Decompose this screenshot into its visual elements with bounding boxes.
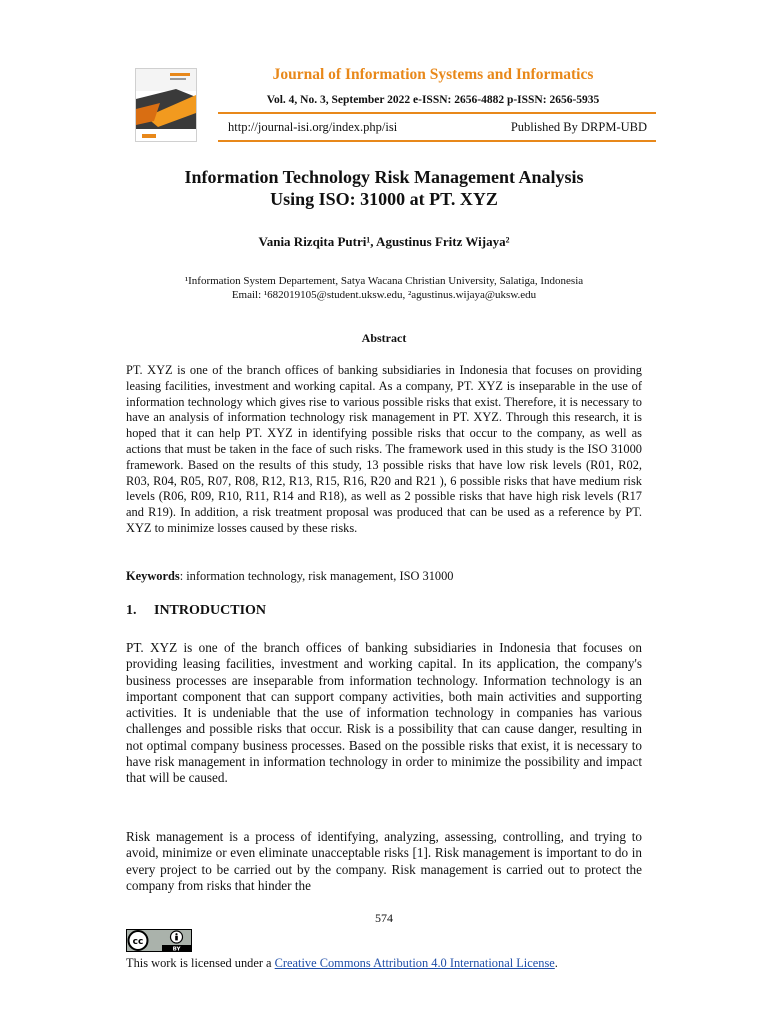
author-list: Vania Rizqita Putri¹, Agustinus Fritz Wijaya² — [258, 234, 510, 249]
license-link[interactable]: Creative Commons Attribution 4.0 International License — [274, 956, 555, 970]
svg-text:BY: BY — [172, 946, 181, 952]
intro-paragraph-1: PT. XYZ is one of the branch offices of banking subsidiaries in Indonesia that focuses on providing leasing facilities, investment and working capital. In its application, the company's business processes are inseparable from information technology. Information technology is an important component that can support company activities, both main activities and supporting activities. It is undeniable that the use of information technology in companies has various challenges and possible risks that occur. Risk is a possibility that can cause danger, resulting in not optimal company business processes. Based on the possible risks that exist, it is necessary to have risk management in information technology in order to minimize the possibility and impact that will be caused. — [126, 640, 642, 786]
affiliation-block — [100, 274, 668, 302]
journal-cover-icon — [135, 68, 197, 142]
journal-title: Journal of Information Systems and Informatics — [272, 66, 594, 83]
author-emails: Email: ¹682019105@student.uksw.edu, ²agustinus.wijaya@uksw.edu — [231, 289, 537, 301]
abstract-heading: Abstract — [361, 331, 407, 345]
journal-volume-issn: Vol. 4, No. 3, September 2022 e-ISSN: 2656-4882 p-ISSN: 2656-5935 — [266, 94, 600, 106]
svg-text:cc: cc — [132, 937, 144, 947]
keywords-list: : information technology, risk management, ISO 31000 — [179, 569, 454, 583]
keywords-label: Keywords — [126, 569, 180, 583]
section-number: 1. — [126, 603, 137, 618]
page-number: 574 — [375, 911, 393, 925]
intro-paragraph-2: Risk management is a process of identifying, analyzing, assessing, controlling, and trying to avoid, minimize or even eliminate unacceptable risks [1]. Risk management is important to do in every project to be carried out by the company. Risk management is carried out to protect the company from risks that hinder the — [126, 829, 642, 893]
header-divider-top — [218, 112, 656, 114]
section-title: INTRODUCTION — [154, 603, 267, 618]
cc-by-badge-icon[interactable] — [126, 929, 192, 952]
license-prefix: This work is licensed under a — [126, 956, 275, 970]
affiliation: ¹Information System Departement, Satya Wacana Christian University, Salatiga, Indonesia — [184, 275, 584, 287]
journal-url[interactable]: http://journal-isi.org/index.php/isi — [228, 120, 398, 134]
paper-title-line-1: Information Technology Risk Management Analysis — [184, 167, 584, 187]
license-notice — [126, 956, 558, 971]
section-heading-introduction — [126, 603, 266, 619]
header-divider-bottom — [218, 140, 656, 142]
license-suffix: . — [554, 956, 558, 970]
keywords-line — [126, 569, 454, 584]
abstract-text: PT. XYZ is one of the branch offices of banking subsidiaries in Indonesia that focuses on providing leasing facilities, investment and working capital. As a company, PT. XYZ is inseparable in the use of information technology which gives rise to various possible risks that exist. Therefore, it is necessary to have an analysis of information technology risk management in PT. XYZ. Through this research, it is hoped that it can help PT. XYZ in identifying possible risks that occur to the company, as well as actions that must be taken in the face of such risks. The framework used in this study is the ISO 31000 framework. Based on the results of this study, 13 possible risks that have low risk levels (R01, R02, R03, R04, R05, R07, R08, R12, R13, R15, R16, R20 and R21 ), 6 possible risks that have medium risk levels (R06, R09, R10, R11, R14 and R18), as well as 2 possible risks that have high risk levels (R17 and R19). In addition, a risk treatment proposal was produced that can be used as a reference by PT. XYZ to minimize losses caused by these risks. — [126, 363, 642, 535]
journal-publisher: Published By DRPM-UBD — [510, 120, 647, 134]
paper-title-line-2: Using ISO: 31000 at PT. XYZ — [270, 189, 498, 209]
paper-title — [100, 166, 668, 210]
